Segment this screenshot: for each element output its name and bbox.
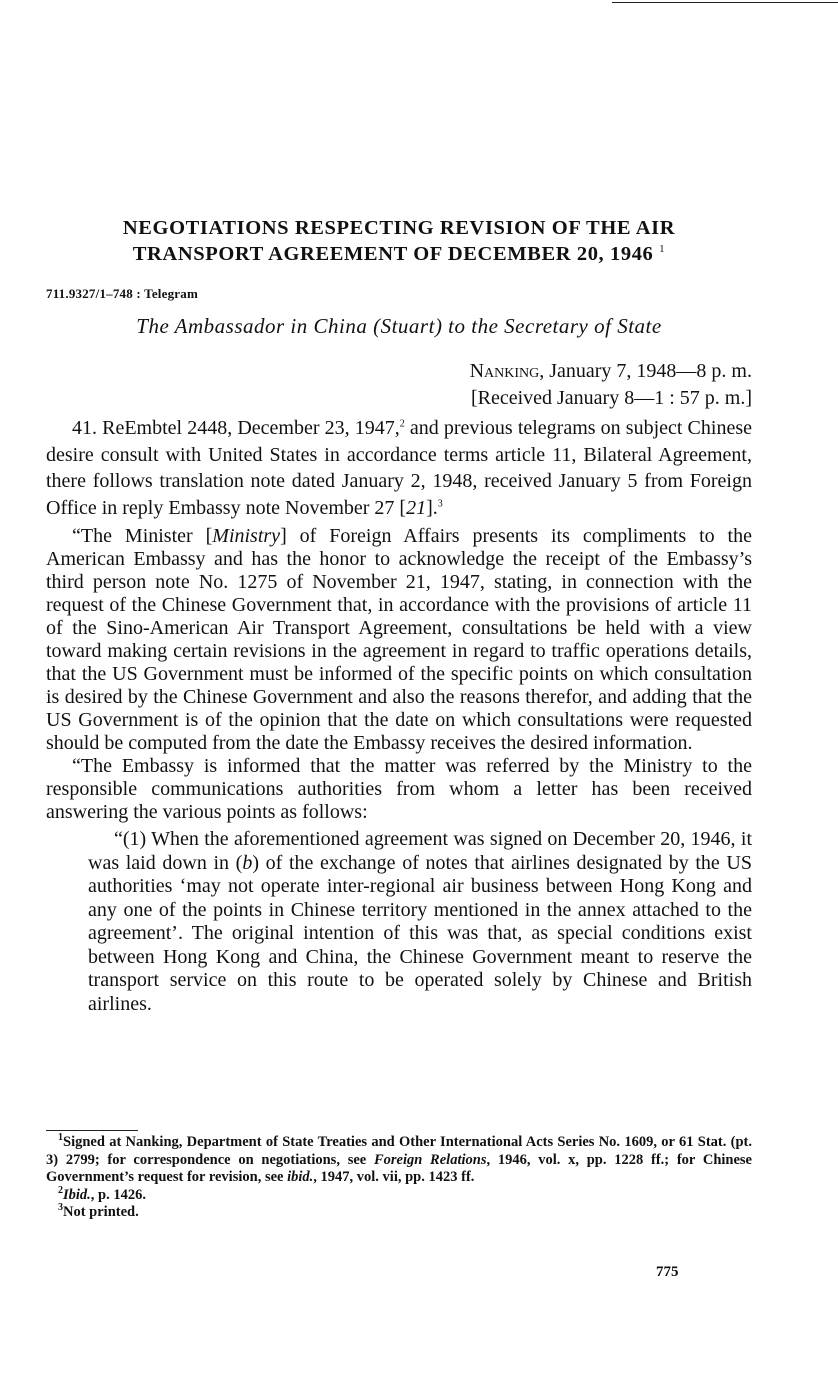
dateline — [470, 358, 752, 412]
footnote-1-marker: 1 — [58, 1132, 63, 1144]
paragraph-4-text-b: ) of the exchange of notes that airlines designated by the US authorities ‘may not operate inter-regional air business between Hong Kong and any one of the points in Chinese territory mentioned in the annex attached to the agreement’. The original intention of this was that, as special conditions exist between Hong Kong and China, the Chinese Government meant to reserve the transport service on this route to be operated solely by Chinese and British airlines. — [88, 851, 752, 1015]
heading-line-1: NEGOTIATIONS RESPECTING REVISION OF THE AIR — [122, 217, 676, 239]
paragraph-2-text-b: ] of Foreign Affairs presents its compliments to the American Embassy and has the honor to acknowledge the receipt of the Embassy’s third person note No. 1275 of November 21, 1947, stating, in connection with the request of the Chinese Government that, in accordance with the provisions of article 11 of the Sino-American Air Transport Agreement, consultations be held with a view toward making certain revisions in the agreement in regard to traffic operations details, that the US Government must be informed of the specific points on which consultation is desired by the Chinese Government and also the reasons therefor, and adding that the US Government is of the opinion that the date on which consultations were requested should be computed from the date the Embassy receives the desired information. — [46, 525, 752, 754]
footnotes — [46, 1134, 752, 1222]
paragraph-1-italic: 21 — [406, 496, 427, 519]
top-edge-rule — [612, 2, 838, 3]
paragraph-1-text-b: and previous telegrams on subject Chinese desire consult with United States in accordance terms article 11, Bilateral Agreement, there follows translation note dated January 2, 1948, received January 5 from Foreign Office in reply Embassy note November 27 [ — [46, 417, 752, 519]
paragraph-3: “The Embassy is informed that the matter was referred by the Ministry to the responsible communications authorities from whom a letter has been received answering the various points as follows: — [46, 755, 752, 823]
paragraph-1-text-c: ]. — [426, 496, 438, 519]
dateline-sent-text: , January 7, 1948—8 p. m. — [539, 360, 752, 382]
footnote-divider — [46, 1130, 138, 1131]
paragraph-4 — [88, 828, 752, 1016]
footnote-1-text-a: Signed at Nanking, Department of State Treaties and Other International Acts Series No. 1609, or 61 Stat. (pt. 3) 2799; for correspondence on negotiations, see — [46, 1134, 752, 1168]
quoted-point-1 — [88, 828, 752, 1016]
paragraph-1 — [46, 415, 752, 521]
footnote-2-italic: Ibid. — [63, 1186, 91, 1203]
paragraph-4-italic: b — [242, 851, 253, 874]
footnote-3 — [46, 1204, 752, 1222]
page-number: 775 — [656, 1264, 679, 1280]
paragraph-2 — [46, 525, 752, 755]
telegram-body — [46, 415, 752, 1016]
footnote-3-marker: 3 — [58, 1202, 63, 1214]
footnote-2-text: , p. 1426. — [90, 1186, 146, 1203]
dateline-received: [Received January 8—1 : 57 p. m.] — [470, 387, 752, 409]
footnote-1-text-b: , 1946, vol. x, pp. 1228 ff.; for Chinese Government’s request for revision, see — [46, 1151, 752, 1185]
footnote-2-marker: 2 — [58, 1184, 63, 1196]
footnote-1-text-c: , 1947, vol. vii, pp. 1423 ff. — [313, 1169, 475, 1185]
heading-footnote-marker: 1 — [659, 243, 666, 256]
paragraph-1-text-a: 41. ReEmbtel 2448, December 23, 1947, — [72, 417, 400, 439]
dateline-sent — [470, 358, 752, 385]
heading-line-2-text: TRANSPORT AGREEMENT OF DECEMBER 20, 1946 — [132, 243, 654, 265]
paragraph-2-italic: Ministry — [212, 525, 281, 547]
paragraph-4-text-a: “(1) When the aforementioned agreement was signed on December 20, 1946, it was laid down in ( — [88, 828, 752, 874]
footnote-1-italic-2: ibid. — [287, 1169, 314, 1185]
file-reference: 711.9327/1–748 : Telegram — [46, 286, 198, 301]
footnote-3-text: Not printed. — [63, 1204, 139, 1220]
footnote-2 — [46, 1184, 752, 1205]
document-heading — [46, 215, 752, 267]
footnote-ref-3: 3 — [437, 497, 443, 509]
footnote-ref-2: 2 — [399, 418, 405, 430]
document-title: The Ambassador in China (Stuart) to the Secretary of State — [136, 314, 662, 338]
dateline-place: Nanking — [469, 360, 540, 382]
footnote-1 — [46, 1134, 752, 1187]
paragraph-2-text-a: “The Minister [ — [72, 525, 213, 547]
footnote-1-italic-1: Foreign Relations — [373, 1151, 487, 1168]
heading-line-2 — [46, 241, 752, 267]
